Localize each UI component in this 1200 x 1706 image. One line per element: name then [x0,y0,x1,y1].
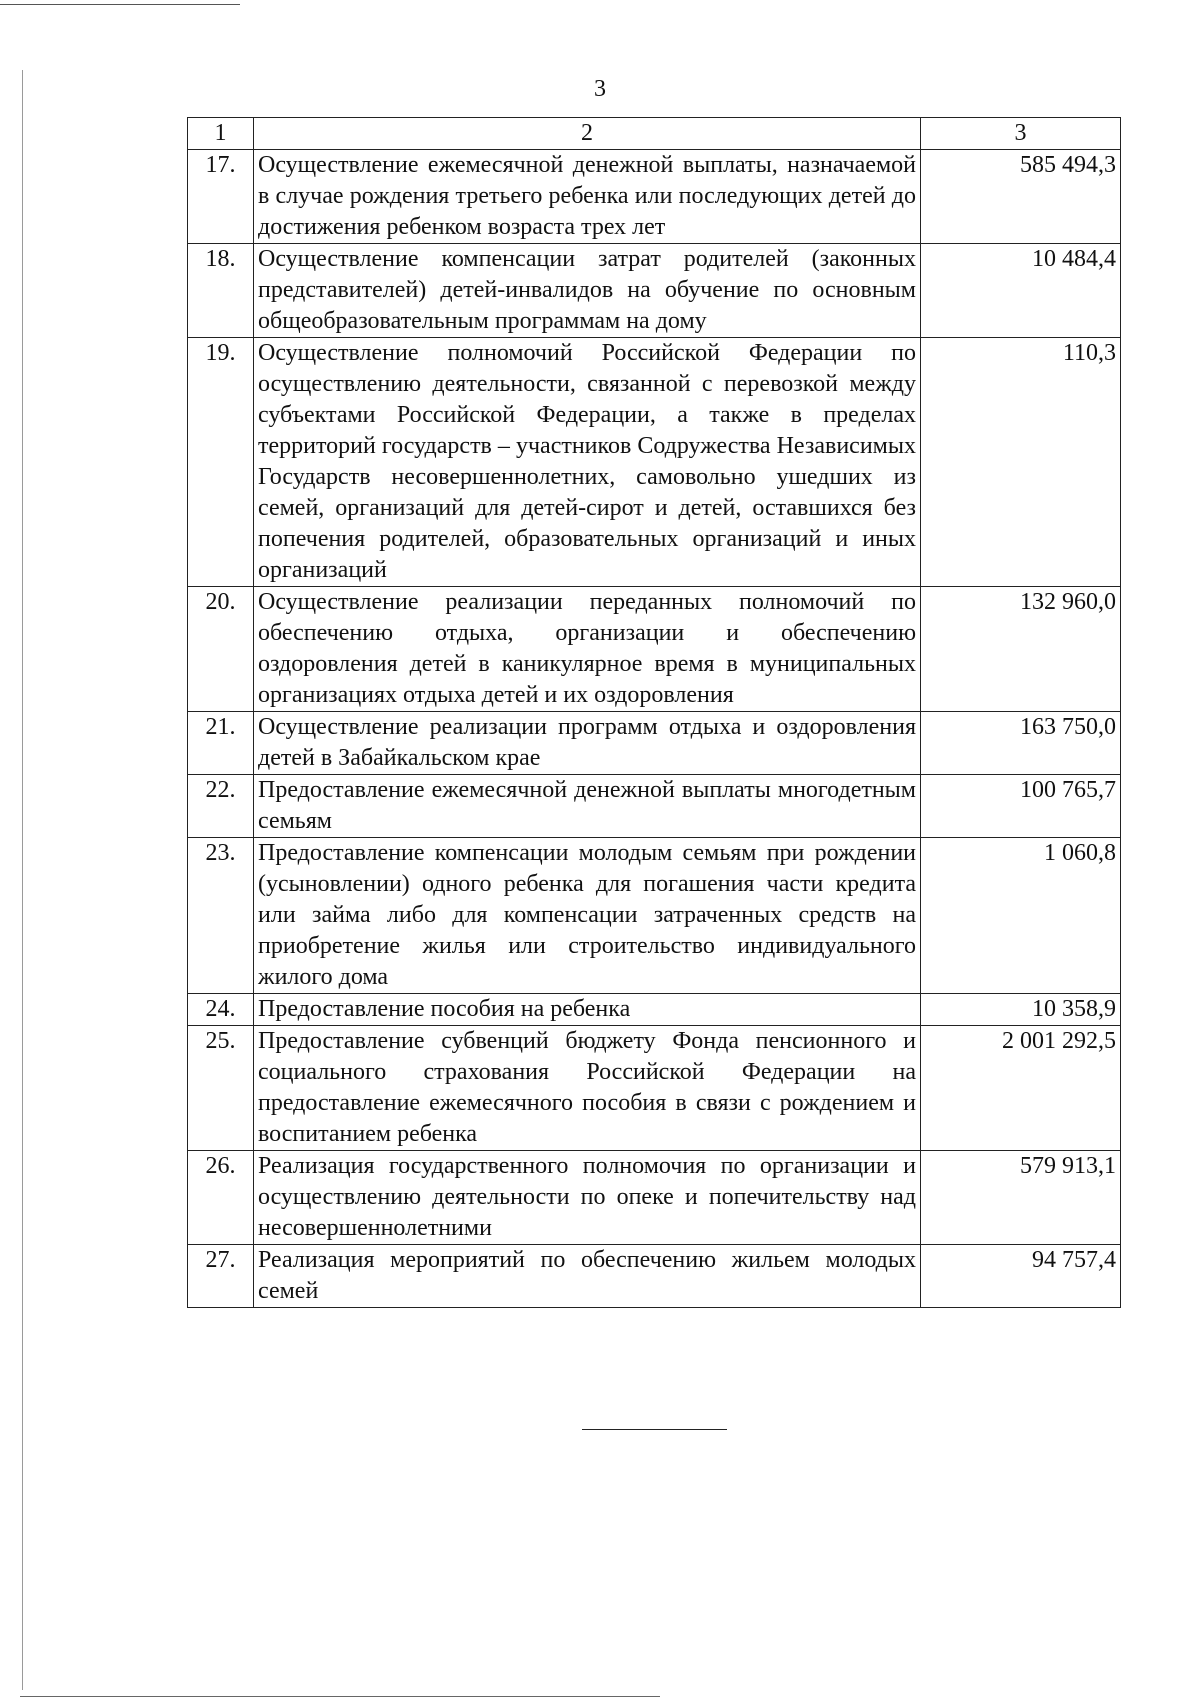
row-number: 20. [188,587,254,712]
row-number: 19. [188,338,254,587]
row-description: Осуществление реализации программ отдыха и оздоровления детей в Забайкальском крае [254,712,921,775]
row-amount: 10 358,9 [921,994,1121,1026]
row-amount: 10 484,4 [921,244,1121,338]
row-description: Осуществление реализации переданных полномочий по обеспечению отдыха, организации и обеспечению оздоровления детей в каникулярное время в муниципальных организациях отдыха детей и их оздоровления [254,587,921,712]
row-amount: 1 060,8 [921,838,1121,994]
row-description: Реализация мероприятий по обеспечению жильем молодых семей [254,1245,921,1308]
table-row [188,587,1121,712]
row-description: Осуществление компенсации затрат родителей (законных представителей) детей-инвалидов на обучение по основным общеобразовательным программам на дому [254,244,921,338]
table-row [188,775,1121,838]
table-row [188,1245,1121,1308]
column-header-number: 1 [188,118,254,150]
table-row [188,712,1121,775]
row-description: Предоставление пособия на ребенка [254,994,921,1026]
row-number: 22. [188,775,254,838]
row-number: 17. [188,150,254,244]
column-header-amount: 3 [921,118,1121,150]
row-amount: 132 960,0 [921,587,1121,712]
table-row [188,1026,1121,1151]
row-number: 24. [188,994,254,1026]
table-header-row [188,118,1121,150]
table-row [188,244,1121,338]
table-row [188,838,1121,994]
scan-edge-bottom [20,1696,660,1697]
row-description: Осуществление полномочий Российской Федерации по осуществлению деятельности, связанной с перевозкой между субъектами Российской Федерации, а также в пределах территорий государств – участников Содружества Независимых Государств несовершеннолетних, самовольно ушедших из семей, организаций для детей-сирот и детей, оставшихся без попечения родителей, образовательных организаций и иных организаций [254,338,921,587]
budget-table [187,117,1121,1308]
row-description: Предоставление ежемесячной денежной выплаты многодетным семьям [254,775,921,838]
scan-edge-left [22,70,23,1690]
row-description: Предоставление субвенций бюджету Фонда пенсионного и социального страхования Российской Федерации на предоставление ежемесячного пособия в связи с рождением и воспитанием ребенка [254,1026,921,1151]
row-description: Осуществление ежемесячной денежной выплаты, назначаемой в случае рождения третьего ребенка или последующих детей до достижения ребенком возраста трех лет [254,150,921,244]
row-description: Предоставление компенсации молодым семьям при рождении (усыновлении) одного ребенка для погашения части кредита или займа либо для компенсации затраченных средств на приобретение жилья или строительство индивидуального жилого дома [254,838,921,994]
row-number: 26. [188,1151,254,1245]
row-amount: 579 913,1 [921,1151,1121,1245]
row-description: Реализация государственного полномочия по организации и осуществлению деятельности по опеке и попечительству над несовершеннолетними [254,1151,921,1245]
table-row [188,994,1121,1026]
row-amount: 585 494,3 [921,150,1121,244]
end-of-document-rule [582,1429,727,1430]
row-number: 27. [188,1245,254,1308]
table-row [188,338,1121,587]
row-number: 18. [188,244,254,338]
row-amount: 163 750,0 [921,712,1121,775]
row-number: 25. [188,1026,254,1151]
row-number: 23. [188,838,254,994]
row-amount: 2 001 292,5 [921,1026,1121,1151]
row-amount: 94 757,4 [921,1245,1121,1308]
scan-edge-top [0,4,240,5]
table-row [188,1151,1121,1245]
table-row [188,150,1121,244]
page-number: 3 [594,76,606,102]
column-header-description: 2 [254,118,921,150]
row-number: 21. [188,712,254,775]
row-amount: 100 765,7 [921,775,1121,838]
row-amount: 110,3 [921,338,1121,587]
